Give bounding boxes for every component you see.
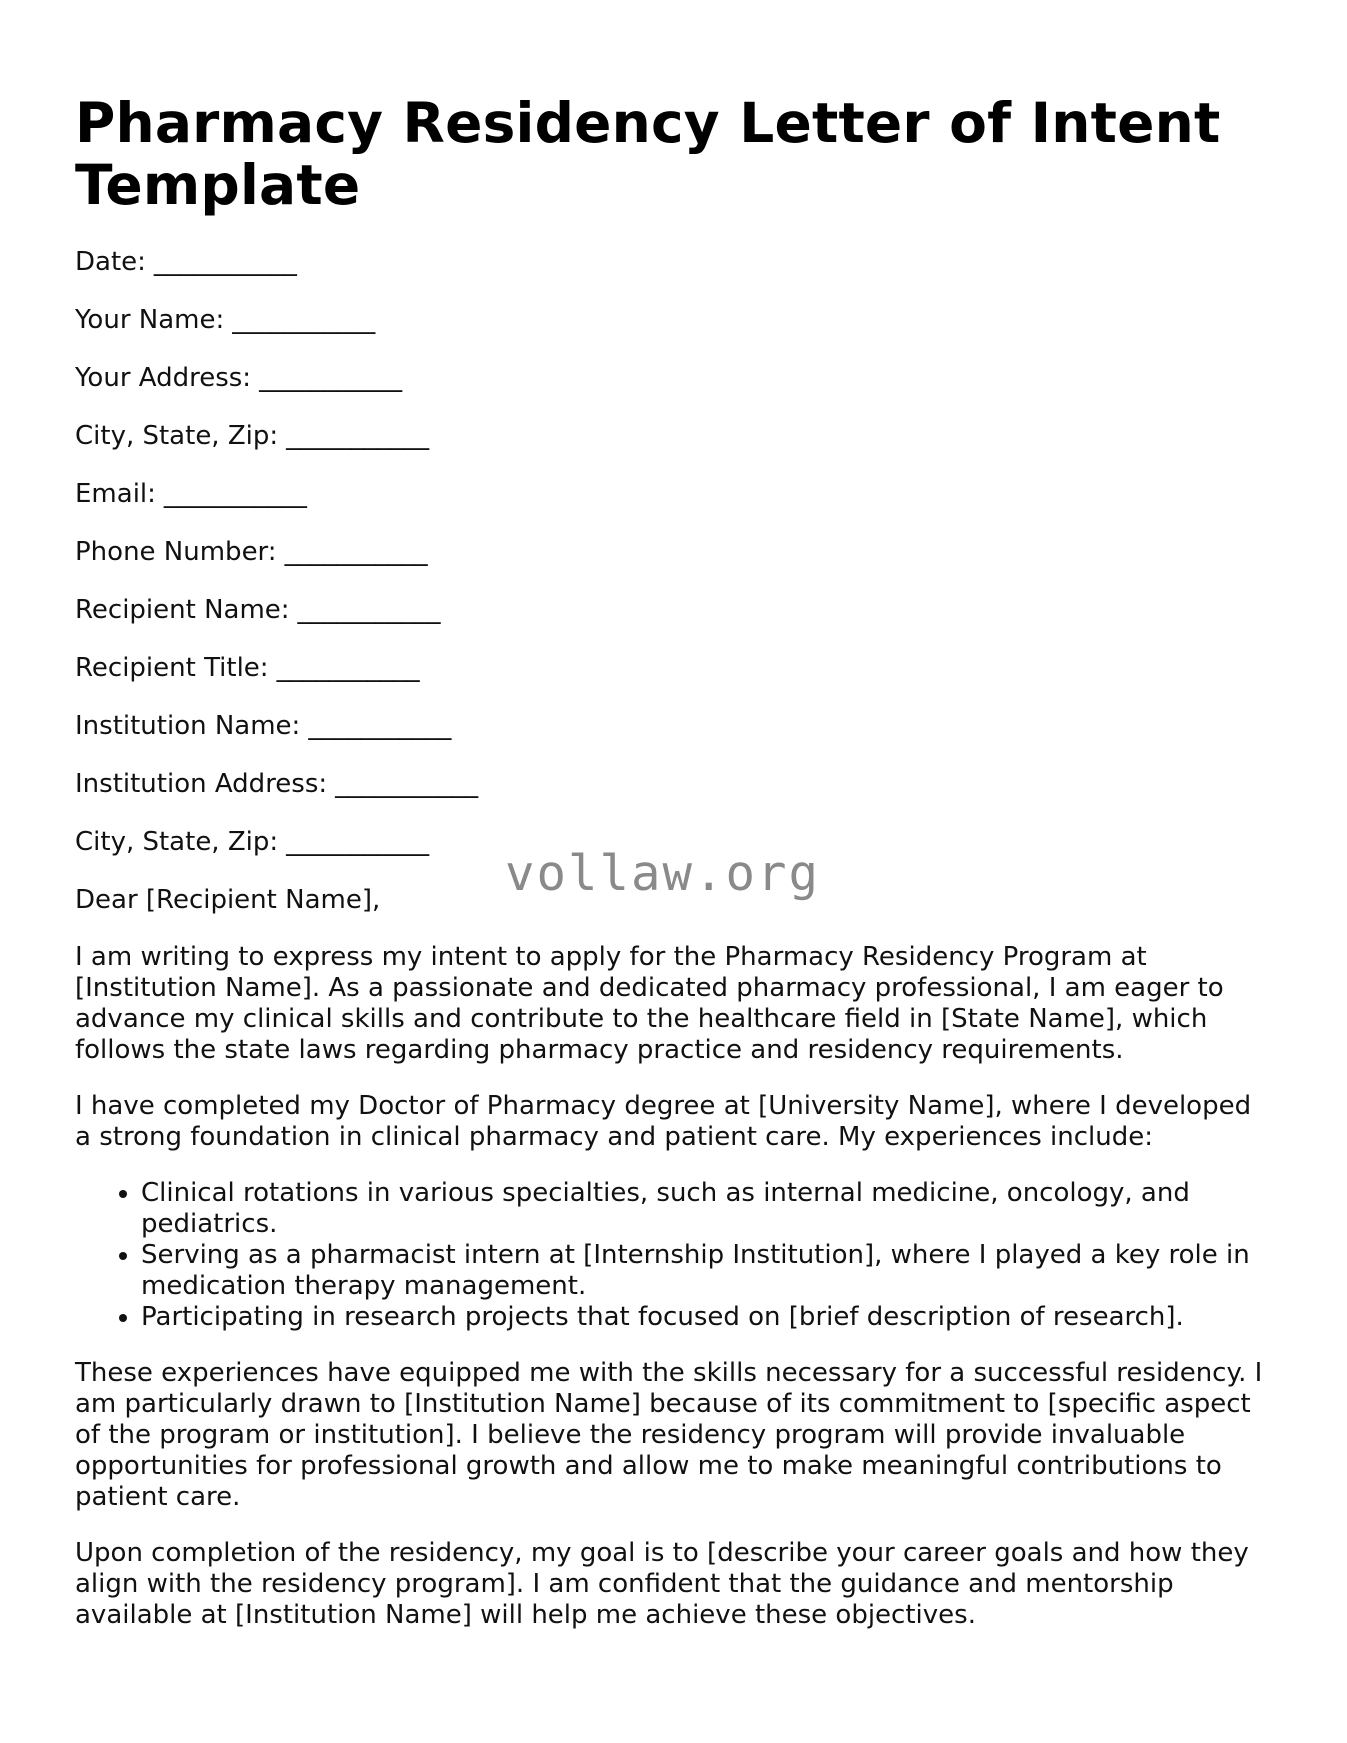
sender-city-state-zip-field [75, 420, 1275, 453]
phone-number-field [75, 536, 1275, 569]
field-blank: ___________ [286, 421, 430, 451]
field-label: Email: [75, 479, 156, 509]
field-blank: ___________ [153, 247, 297, 277]
field-label: Your Address: [75, 363, 252, 393]
field-label: Phone Number: [75, 537, 277, 567]
equipped-paragraph: These experiences have equipped me with the skills necessary for a successful residency. I am particularly drawn to [Institution Name] because of its commitment to [specific aspect of the program or institution]. I believe the residency program will provide invaluable opportunities for professional growth and allow me to make meaningful contributions to patient care. [75, 1358, 1263, 1512]
institution-address-field [75, 768, 1275, 801]
your-address-field [75, 362, 1275, 395]
salutation: Dear [Recipient Name], [75, 885, 381, 915]
field-label: Recipient Title: [75, 653, 269, 683]
experience-list [75, 1178, 1275, 1333]
list-item: • Clinical rotations in various specialties, such as internal medicine, oncology, and pediatrics. [141, 1178, 1275, 1240]
field-blank: ___________ [308, 711, 452, 741]
field-blank: ___________ [163, 479, 307, 509]
field-label: Date: [75, 247, 146, 277]
recipient-title-field [75, 652, 1275, 685]
intro-paragraph: I am writing to express my intent to apply for the Pharmacy Residency Program at [Institution Name]. As a passionate and dedicated pharmacy professional, I am eager to advance my clinical skills and contribute to the healthcare field in [State Name], which follows the state laws regarding pharmacy practice and residency requirements. [75, 942, 1224, 1065]
education-paragraph: I have completed my Doctor of Pharmacy degree at [University Name], where I developed a strong foundation in clinical pharmacy and patient care. My experiences include: [75, 1091, 1252, 1152]
list-item: • Serving as a pharmacist intern at [Internship Institution], where I played a key role in medication therapy management. [141, 1240, 1275, 1302]
list-item: • Participating in research projects that focused on [brief description of research]. [141, 1302, 1275, 1333]
date-field [75, 246, 1275, 279]
field-blank: ___________ [335, 769, 479, 799]
watermark: vollaw.org [505, 845, 821, 902]
field-label: Institution Name: [75, 711, 301, 741]
field-label: Institution Address: [75, 769, 328, 799]
institution-name-field [75, 710, 1275, 743]
field-label: Recipient Name: [75, 595, 290, 625]
field-blank: ___________ [286, 827, 430, 857]
document-title: Pharmacy Residency Letter of Intent Template [75, 91, 1221, 217]
field-blank: ___________ [276, 653, 420, 683]
field-label: City, State, Zip: [75, 827, 279, 857]
your-name-field [75, 304, 1275, 337]
field-label: Your Name: [75, 305, 225, 335]
field-label: City, State, Zip: [75, 421, 279, 451]
field-blank: ___________ [297, 595, 441, 625]
field-blank: ___________ [259, 363, 403, 393]
email-field [75, 478, 1275, 511]
goals-paragraph: Upon completion of the residency, my goal is to [describe your career goals and how they align with the residency program]. I am confident that the guidance and mentorship available at [Institution Name] will help me achieve these objectives. [75, 1538, 1249, 1630]
recipient-name-field [75, 594, 1275, 627]
field-blank: ___________ [284, 537, 428, 567]
field-blank: ___________ [232, 305, 376, 335]
